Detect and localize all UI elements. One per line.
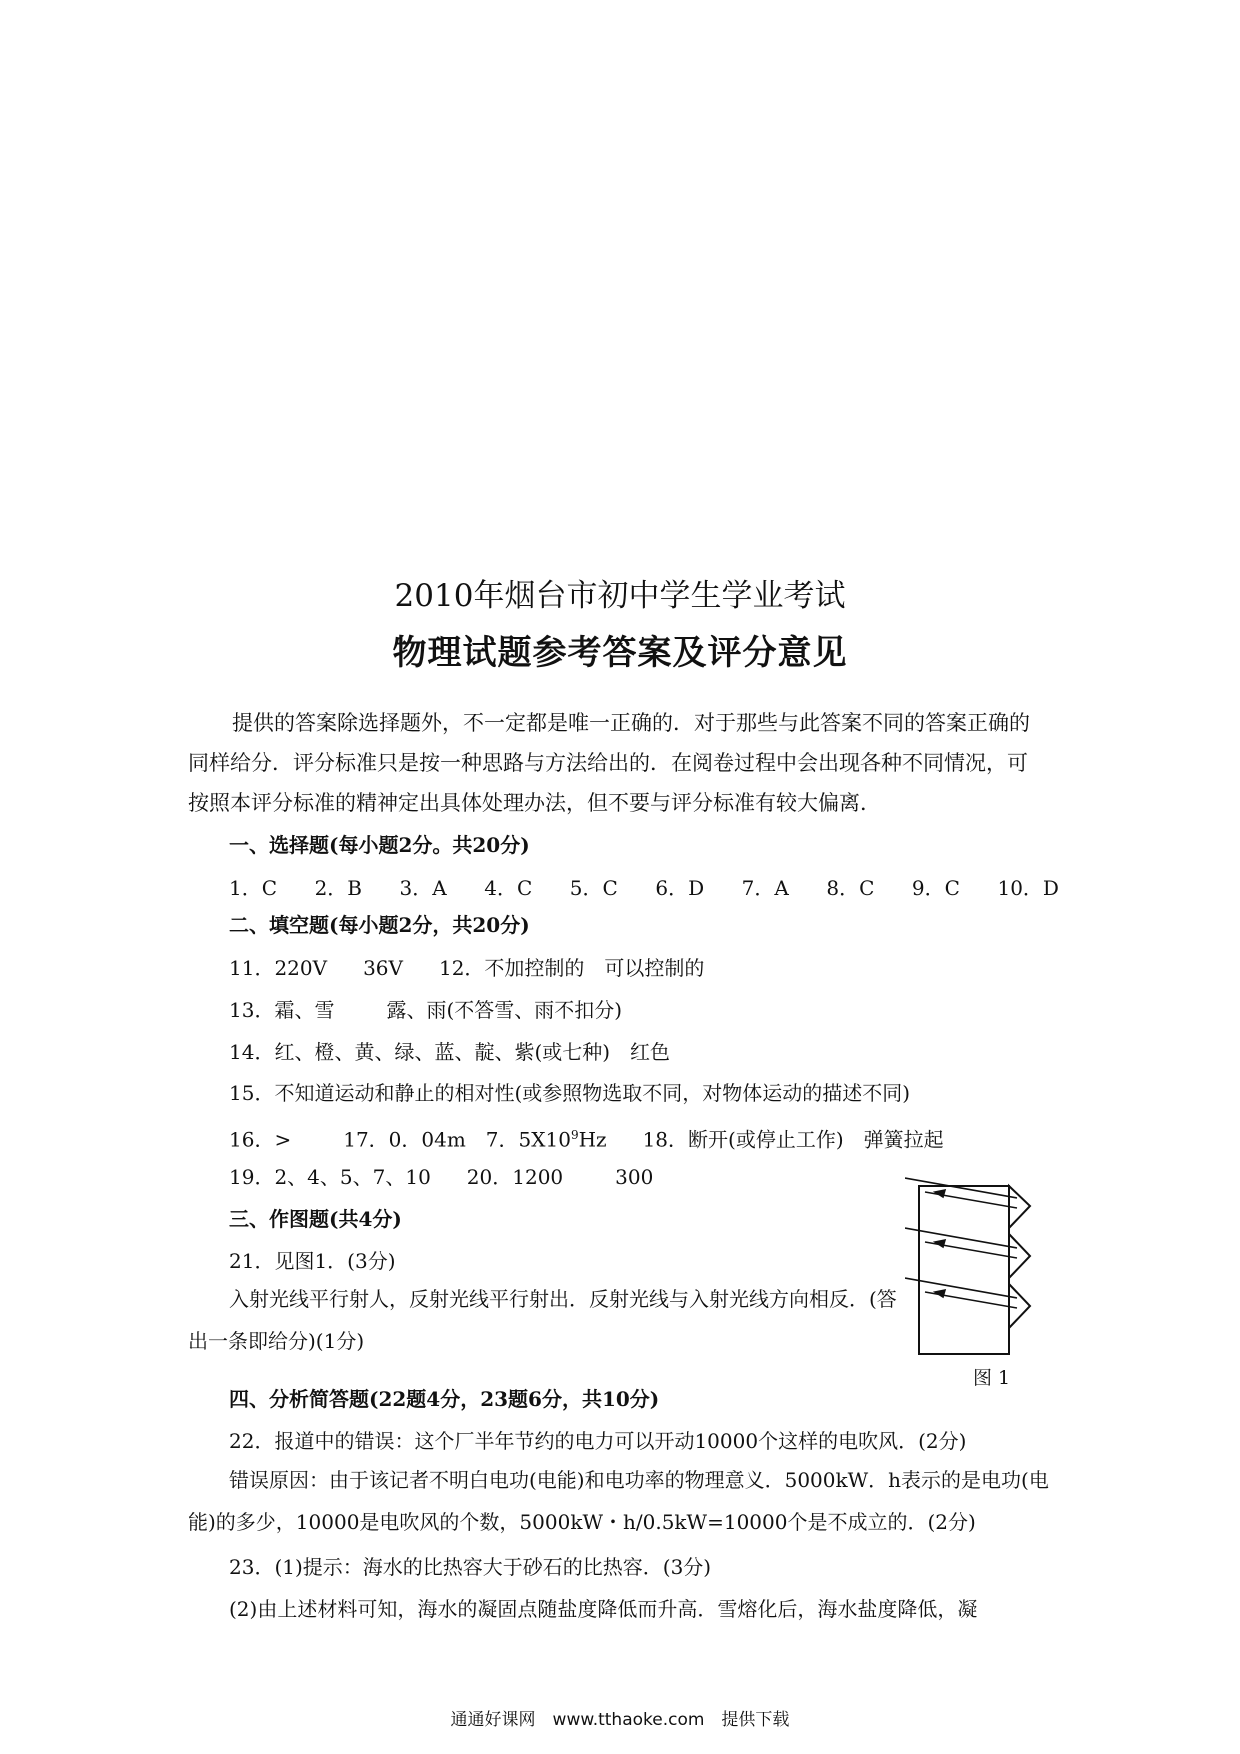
answer-23-part1: 23．(1)提示：海水的比热容大于砂石的比热容．(3分) <box>229 1555 712 1579</box>
answer-20a: 20．1200 <box>466 1165 564 1189</box>
choice-answer: 5．C <box>569 876 618 900</box>
answer-18: 18．断开(或停止工作) 弹簧拉起 <box>642 1127 944 1152</box>
answer-19: 19．2、4、5、7、10 <box>229 1165 431 1189</box>
choice-answer: 6．D <box>655 876 705 900</box>
choice-answer: 1．C <box>229 876 278 900</box>
choice-answer: 9．C <box>911 876 960 900</box>
choice-answer: 4．C <box>484 876 533 900</box>
choice-answer: 3．A <box>399 876 447 900</box>
figure-light-rays <box>905 1178 1017 1308</box>
choice-answers <box>229 872 1059 901</box>
intro-paragraph: 提供的答案除选择题外，不一定都是唯一正确的．对于那些与此答案不同的答案正确的同样给分．评分标准只是按一种思路与方法给出的．在阅卷过程中会出现各种不同情况，可按照本评分标准的精神定出具体处理办法，但不要与评分标准有较大偏离． <box>188 711 1030 815</box>
section-fill-heading: 二、填空题(每小题2分，共20分) <box>229 913 530 937</box>
answer-22-reason: 错误原因：由于该记者不明白电功(电能)和电功率的物理意义．5000kW．h表示的是电功(电能)的多少，10000是电吹风的个数，5000kW・h/0.5kW=10000个是不成立的．(2分) <box>188 1468 1049 1534</box>
answer-11a: 11．220V <box>229 956 328 980</box>
answer-12: 12．不加控制的 可以控制的 <box>438 956 705 980</box>
footer-credit: 通通好课网 www.tthaoke.com 提供下载 <box>450 1710 790 1730</box>
answer-13a: 13．霜、雪 <box>229 998 335 1022</box>
answer-17-exponent: 9 <box>570 1128 579 1142</box>
document-title: 2010年烟台市初中学生学业考试 <box>394 578 846 614</box>
section-analysis-heading: 四、分析简答题(22题4分，23题6分，共10分) <box>229 1387 660 1411</box>
answer-17b: Hz <box>578 1127 607 1152</box>
figure-1-label: 图 1 <box>973 1367 1011 1389</box>
answer-line-14: 14．红、橙、黄、绿、蓝、靛、紫(或七种) 红色 <box>229 1040 671 1064</box>
answer-line-15: 15．不知道运动和静止的相对性(或参照物选取不同，对物体运动的描述不同) <box>229 1081 911 1105</box>
figure-1-reflection-diagram <box>905 1170 1060 1360</box>
answer-11b: 36V <box>363 956 403 980</box>
answer-line-19-20 <box>229 1162 653 1192</box>
answer-line-13 <box>229 995 622 1025</box>
answer-23-part2: (2)由上述材料可知，海水的凝固点随盐度降低而升高．雪熔化后，海水盐度降低，凝 <box>229 1597 978 1621</box>
choice-answer: 10．D <box>997 876 1059 900</box>
answer-13b: 露、雨(不答雪、雨不扣分) <box>386 998 623 1022</box>
answer-20b: 300 <box>615 1165 654 1189</box>
document-subtitle: 物理试题参考答案及评分意见 <box>392 633 848 673</box>
answer-21: 21．见图1．(3分) <box>229 1249 396 1273</box>
choice-answer: 8．C <box>826 876 875 900</box>
choice-answer: 7．A <box>741 876 789 900</box>
answer-22: 22．报道中的错误：这个厂半年节约的电力可以开动10000个这样的电吹风．(2分) <box>229 1429 967 1453</box>
section-drawing-heading: 三、作图题(共4分) <box>229 1207 402 1231</box>
answer-line-11-12 <box>229 953 704 983</box>
answer-line-16-18 <box>229 1120 944 1155</box>
choice-answer: 2．B <box>314 876 362 900</box>
section-choice-heading: 一、选择题(每小题2分。共20分) <box>229 833 530 857</box>
figure-mirror-box <box>919 1186 1009 1354</box>
answer-21-explanation: 入射光线平行射人，反射光线平行射出．反射光线与入射光线方向相反．(答出一条即给分)(1分) <box>188 1287 897 1353</box>
answer-17a: 17．0．04m 7．5X10 <box>343 1127 571 1152</box>
answer-16: 16．> <box>229 1127 292 1152</box>
